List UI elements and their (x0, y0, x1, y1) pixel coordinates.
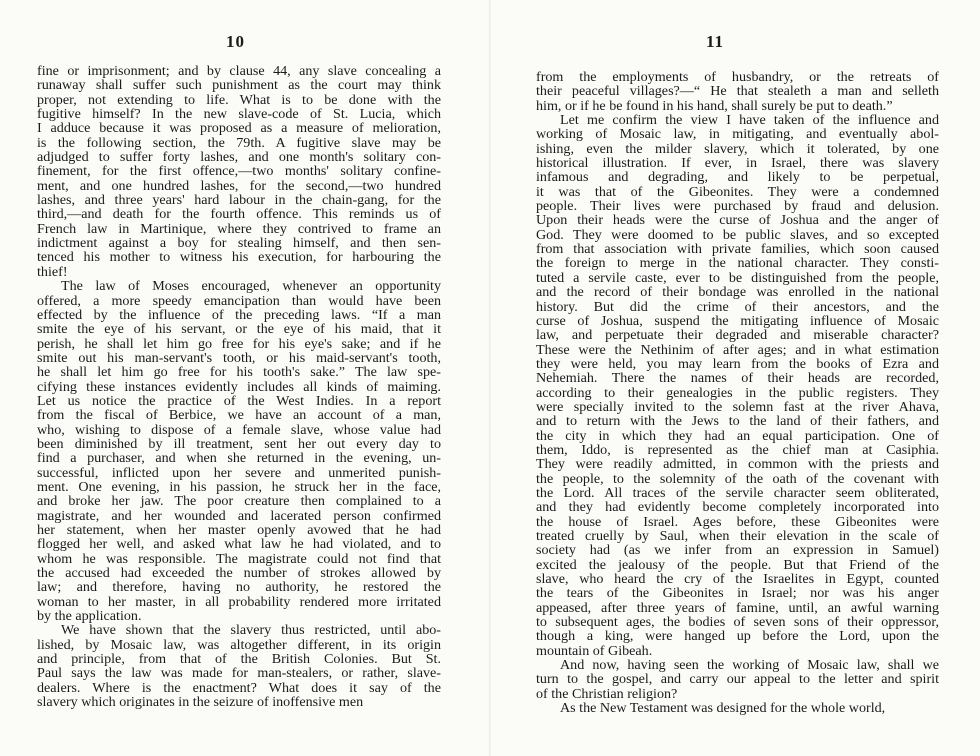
text-line: the accused had exceeded the number of strokes allowed by (37, 566, 441, 581)
text-line: dealers. Where is the enactment? What does it say of the (37, 680, 441, 696)
right-page-text (536, 70, 939, 715)
right-page (490, 0, 980, 756)
text-line: he shall let him go free for his tooth's sake.” The law spe- (37, 365, 441, 380)
text-line: their peaceful villages?—“ He that stealeth a man and selleth (536, 84, 939, 99)
text-line: As the New Testament was designed for the whole world, (560, 701, 886, 716)
text-line: they were held, you may learn from the books of Ezra and (536, 356, 939, 372)
text-line: to subsequent ages, the bodies of seven sons of their oppressor, (536, 615, 939, 630)
text-line: runaway shall suffer such punishment as the court may think (37, 78, 441, 93)
text-line: finement, for the first offence,—two months' solitary confine- (37, 164, 441, 179)
text-line: appeased, after three years of famine, until, an awful warning (536, 600, 939, 616)
text-line: from the employments of husbandry, or the retreats of (536, 70, 939, 85)
text-line: mountain of Gibeah. (536, 643, 653, 659)
text-line: the house of Israel. Ages before, these Gibeonites were (536, 514, 939, 529)
text-line: third,—and death for the fourth offence. This reminds us of (37, 207, 441, 222)
text-line: were specially invited to the solemn fast at the river Ahava, (536, 399, 939, 415)
text-line: Let us notice the practice of the West Indies. In a report (37, 393, 441, 409)
text-line: society had (as we infer from an expression in Samuel) (536, 543, 939, 558)
text-line: infamous and degrading, and likely to be perpetual, (536, 170, 939, 185)
text-line: Paul says the law was made for man-stealers, or rather, slave- (37, 666, 441, 681)
page-number-right: 11 (706, 32, 725, 51)
text-line: God. They were doomed to be public slaves, and so excepted (536, 227, 939, 243)
text-line: who, wishing to dispose of a female slave, whose value had (37, 422, 441, 437)
text-line: flogged her well, and asked what law he had violated, and to (37, 537, 441, 552)
text-line: and to return with the Jews to the land of their fathers, and (536, 414, 939, 429)
text-line: and the record of their bondage was enrolled in the national (536, 285, 939, 300)
text-line: They were readily admitted, in common with the priests and (536, 457, 939, 472)
text-line: adjudged to suffer forty lashes, and one month's solitary con- (37, 150, 441, 165)
text-line: successful, inflicted upon her severe and unmerited punish- (37, 465, 441, 480)
text-line: treated cruelly by Saul, when their elevation in the scale of (536, 529, 939, 544)
text-line: working of Mosaic law, in mitigating, and eventually abol- (536, 127, 939, 142)
text-line: tenced his mother to witness his execution, for harbouring the (37, 250, 441, 265)
text-line: him, or if he be found in his hand, shall surely be put to death.” (536, 98, 893, 114)
text-line: We have shown that the slavery thus restricted, until abo- (61, 623, 441, 638)
left-page-text (37, 64, 441, 709)
text-line: according to their genealogies in the public registers. They (536, 385, 939, 400)
text-line: historical illustration. If ever, in Israel, there was slavery (536, 156, 939, 171)
text-line: the city in which they had an equal participation. One of (536, 428, 939, 443)
text-line: them, Iddo, is represented as the chief man at Casiphia. (536, 442, 939, 458)
text-line: magistrate, and her wounded and lacerated person confirmed (37, 508, 441, 523)
text-line: the tears of the Gibeonites in Israel; nor was his anger (536, 586, 939, 601)
text-line: tuted a servile caste, ever to be distinguished from the people, (536, 270, 939, 286)
text-line: it was that of the Gibeonites. They were a condemned (536, 184, 939, 200)
text-line: fugitive himself? In the new slave-code of St. Lucia, which (37, 107, 441, 122)
text-line: fine or imprisonment; and by clause 44, any slave concealing a (37, 64, 441, 79)
text-line: law, and perpetuate their degraded and miserable character? (536, 328, 939, 343)
text-line: the foreign to merge in the national character. They consti- (536, 256, 939, 271)
text-line: of the Christian religion? (536, 686, 678, 702)
text-line: and principle, from that of the British Colonies. But St. (37, 652, 441, 667)
text-line: effected by the influence of the preceding laws. “If a man (37, 307, 441, 323)
text-line: smite the eye of his servant, or the eye of his maid, that it (37, 322, 441, 337)
text-line: from that association with private families, which soon caused (536, 242, 939, 257)
page-number-left: 10 (226, 32, 245, 51)
text-line: Upon their heads were the curse of Joshua and the anger of (536, 213, 939, 228)
text-line: lished, by Mosaic law, was altogether different, in its origin (37, 637, 441, 653)
text-line: is the following section, the 79th. A fugitive slave may be (37, 135, 441, 151)
text-line: woman to her master, in all probability rendered more irritated (37, 594, 441, 610)
text-line: lashes, and three years' hard labour in the chain-gang, for the (37, 193, 441, 208)
text-line: curse of Joshua, suspend the mitigating influence of Mosaic (536, 313, 939, 329)
text-line: offered, a more speedy emancipation than would have been (37, 293, 441, 308)
text-line: proper, not extending to life. What is to be done with the (37, 92, 441, 108)
text-line: been diminished by ill treatment, sent her out every day to (37, 436, 441, 452)
text-line: history. But did the crime of their ancestors, and the (536, 299, 939, 314)
text-line: ment, and one hundred lashes, for the second,—two hundred (37, 178, 441, 194)
text-line: law; and therefore, having no authority, he restored the (37, 580, 441, 595)
text-line: and broke her jaw. The poor creature then complained to a (37, 494, 441, 509)
text-line: from the fiscal of Berbice, we have an account of a man, (37, 408, 441, 423)
text-line: And now, having seen the working of Mosaic law, shall we (560, 658, 939, 673)
text-line: Let me confirm the view I have taken of the influence and (560, 113, 939, 128)
text-line: slavery which originates in the seizure of inoffensive men (37, 695, 364, 710)
text-line: people. Their lives were purchased by fraud and delusion. (536, 199, 939, 214)
text-line: smite out his man-servant's tooth, or his maid-servant's tooth, (37, 350, 441, 366)
text-line: perish, he shall let him go free for his eye's sake; and if he (37, 336, 441, 351)
text-line: indictment against a boy for stealing himself, and then sen- (37, 236, 441, 251)
text-line: I adduce because it was proposed as a measure of melioration, (37, 121, 441, 136)
text-line: whom he was responsible. The magistrate could not find that (37, 551, 441, 567)
text-line: slave, who heard the cry of the Israelites in Egypt, counted (536, 572, 939, 587)
text-line: though a king, were hanged up before the Lord, upon the (536, 629, 939, 644)
text-line: excited the jealousy of the people. But that Friend of the (536, 557, 939, 573)
text-line: the people, to the solemnity of the oath of the covenant with (536, 471, 939, 486)
text-line: ment. One evening, in his passion, he struck her in the face, (37, 479, 441, 495)
text-line: turn to the gospel, and carry our appeal to the letter and spirit (536, 672, 939, 687)
text-line: and they had evidently become completely incorporated into (536, 500, 939, 515)
text-line: French law in Martinique, where they contrived to frame an (37, 221, 441, 237)
text-line: the Lord. All traces of the servile character seem obliterated, (536, 485, 939, 501)
text-line: Nehemiah. There the names of their heads are recorded, (536, 371, 939, 386)
text-line: The law of Moses encouraged, whenever an opportunity (61, 279, 441, 294)
text-line: ishing, even the milder slavery, which it tolerated, by one (536, 141, 939, 157)
text-line: her statement, when her master openly avowed that he had (37, 523, 441, 538)
text-line: by the application. (37, 609, 142, 624)
text-line: thief! (37, 264, 68, 280)
text-line: find a purchaser, and when she returned in the evening, un- (37, 451, 441, 466)
text-line: These were the Nethinim of after ages; and in what estimation (536, 342, 939, 357)
text-line: cifying these instances evidently includes all kinds of maiming. (37, 379, 441, 394)
